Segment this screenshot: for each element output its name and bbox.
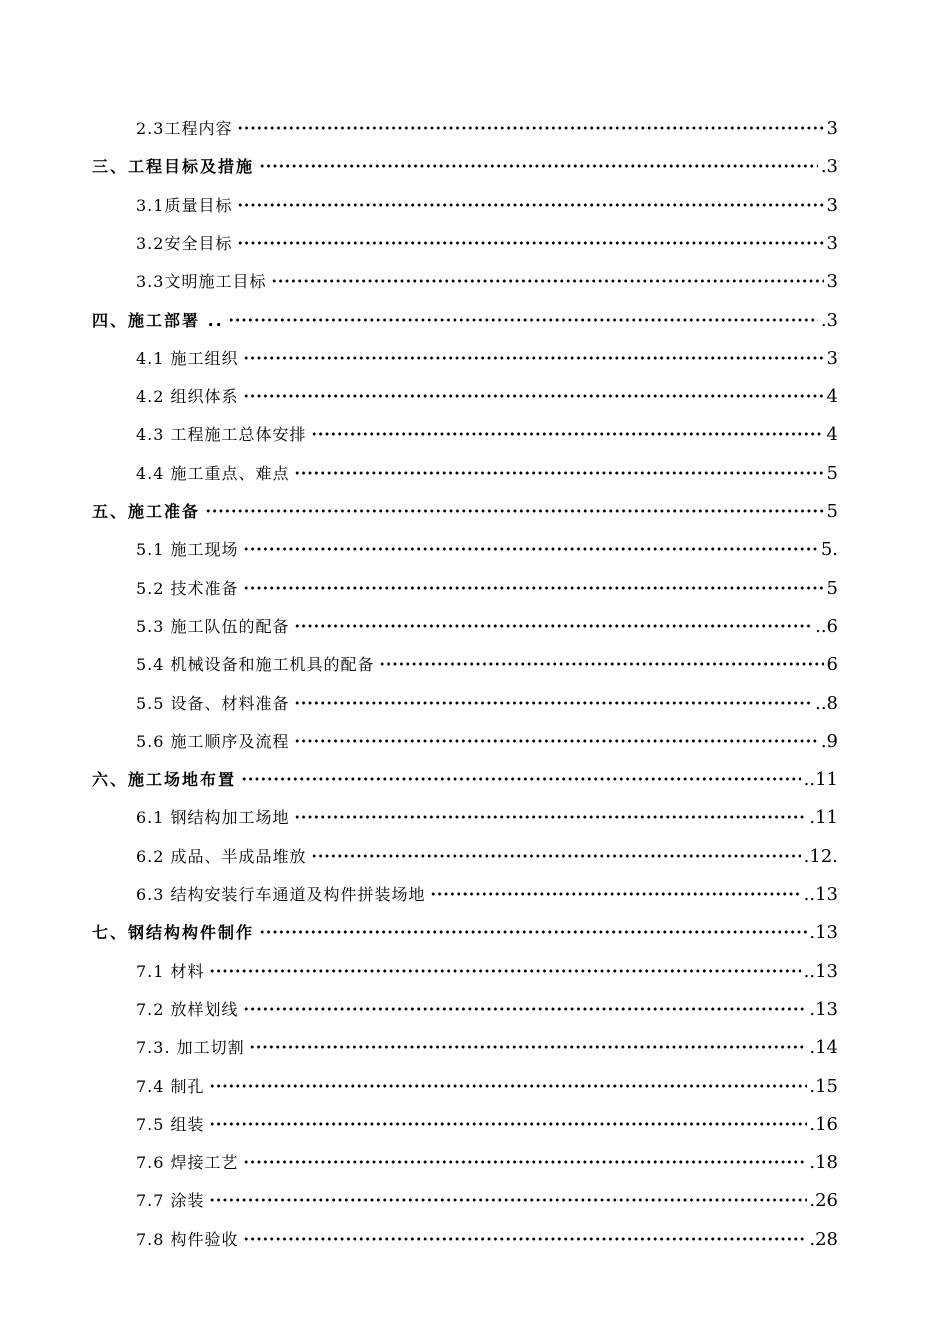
toc-section-entry[interactable]	[136, 648, 838, 682]
dot-leader	[243, 356, 824, 360]
dot-leader	[430, 892, 801, 896]
toc-section-entry[interactable]	[136, 227, 838, 261]
dot-leader	[249, 1045, 807, 1049]
toc-entry-page-number: 3	[826, 118, 838, 139]
toc-entry-page-number: .11	[809, 807, 838, 829]
toc-entry-page-number: ..13	[803, 884, 838, 905]
toc-chapter-entry[interactable]	[92, 304, 838, 338]
toc-entry-label: 三、工程目标及措施	[92, 157, 255, 177]
toc-section-entry[interactable]	[136, 1070, 838, 1104]
dot-leader	[243, 1007, 807, 1011]
dot-leader	[237, 203, 824, 207]
toc-entry-page-number: .15	[809, 1075, 838, 1097]
toc-entry-label: 3.1质量目标	[136, 195, 233, 215]
toc-entry-page-number: .26	[809, 1190, 838, 1212]
toc-entry-label: 5.3 施工队伍的配备	[136, 616, 290, 636]
toc-entry-label: 6.2 成品、半成品堆放	[136, 846, 307, 866]
dot-leader	[209, 1084, 807, 1088]
toc-entry-label: 五、施工准备	[92, 502, 201, 521]
dot-leader	[243, 394, 824, 398]
toc-entry-label: 4.1 施工组织	[136, 348, 239, 368]
toc-entry-label: 四、施工部署 ..	[92, 310, 224, 330]
toc-section-entry[interactable]	[136, 418, 838, 452]
toc-section-entry[interactable]	[136, 725, 838, 759]
toc-entry-label: 5.6 施工顺序及流程	[136, 731, 290, 751]
toc-entry-page-number: .9	[820, 730, 838, 752]
toc-chapter-entry[interactable]	[92, 763, 838, 797]
toc-entry-label: 7.6 焊接工艺	[136, 1153, 239, 1173]
toc-section-entry[interactable]	[136, 610, 838, 644]
dot-leader	[294, 815, 807, 819]
dot-leader	[311, 432, 824, 436]
toc-entry-page-number: .3	[820, 156, 838, 178]
toc-entry-label: 4.3 工程施工总体安排	[136, 425, 307, 445]
toc-entry-label: 2.3工程内容	[136, 119, 233, 138]
toc-entry-page-number: 5	[826, 577, 838, 599]
toc-section-entry[interactable]	[136, 380, 838, 414]
toc-entry-page-number: 5	[826, 501, 838, 522]
toc-entry-page-number: 3	[826, 347, 838, 369]
dot-leader	[205, 509, 824, 513]
toc-entry-label: 6.3 结构安装行车通道及构件拼装场地	[136, 885, 426, 904]
dot-leader	[259, 164, 818, 168]
toc-entry-page-number: .18	[809, 1152, 838, 1174]
toc-entry-label: 7.7 涂装	[136, 1191, 205, 1211]
dot-leader	[294, 624, 813, 628]
toc-entry-page-number: .28	[809, 1228, 838, 1250]
toc-entry-label: 4.4 施工重点、难点	[136, 463, 290, 483]
toc-entry-page-number: ..6	[815, 615, 838, 637]
dot-leader	[237, 126, 824, 130]
toc-entry-label: 5.4 机械设备和施工机具的配备	[136, 655, 375, 675]
toc-section-entry[interactable]	[136, 1108, 838, 1142]
toc-section-entry[interactable]	[136, 1146, 838, 1180]
dot-leader	[228, 318, 818, 322]
dot-leader	[259, 930, 807, 934]
toc-entry-label: 七、钢结构构件制作	[92, 923, 255, 943]
dot-leader	[243, 1160, 807, 1164]
toc-entry-label: 7.2 放样划线	[136, 999, 239, 1019]
toc-section-entry[interactable]	[136, 801, 838, 835]
toc-entry-page-number: 6	[826, 654, 838, 676]
dot-leader	[379, 662, 824, 666]
toc-entry-page-number: 3	[826, 271, 838, 293]
toc-chapter-entry[interactable]	[92, 916, 838, 950]
dot-leader	[237, 241, 824, 245]
toc-entry-page-number: ..11	[803, 769, 838, 791]
toc-chapter-entry[interactable]	[92, 150, 838, 184]
toc-entry-label: 7.1 材料	[136, 961, 205, 981]
dot-leader	[209, 969, 801, 973]
toc-section-entry[interactable]	[136, 342, 838, 376]
dot-leader	[243, 586, 824, 590]
toc-entry-label: 7.3. 加工切割	[136, 1038, 245, 1058]
dot-leader	[271, 279, 824, 283]
toc-entry-label: 5.1 施工现场	[136, 540, 239, 560]
toc-entry-label: 7.5 组装	[136, 1114, 205, 1134]
toc-section-entry[interactable]	[136, 533, 838, 567]
dot-leader	[209, 1122, 807, 1126]
toc-section-entry[interactable]	[136, 265, 838, 299]
toc-section-entry[interactable]	[136, 993, 838, 1027]
toc-entry-page-number: 5	[826, 462, 838, 484]
toc-section-entry[interactable]	[136, 1184, 838, 1218]
toc-section-entry[interactable]	[136, 878, 838, 912]
toc-entry-page-number: .13	[809, 998, 838, 1020]
toc-chapter-entry[interactable]	[92, 495, 838, 529]
toc-entry-label: 六、施工场地布置	[92, 770, 237, 790]
toc-entry-page-number: ..8	[815, 692, 838, 714]
dot-leader	[294, 701, 813, 705]
toc-entry-page-number: .16	[809, 1113, 838, 1135]
toc-section-entry[interactable]	[136, 687, 838, 721]
toc-entry-page-number: ..13	[803, 960, 838, 982]
toc-entry-label: 6.1 钢结构加工场地	[136, 808, 290, 828]
toc-entry-label: 7.8 构件验收	[136, 1229, 239, 1249]
toc-entry-page-number: 4	[826, 424, 838, 446]
toc-entry-label: 3.3文明施工目标	[136, 272, 267, 292]
toc-entry-page-number: .13	[809, 922, 838, 944]
toc-entry-page-number: .14	[809, 1037, 838, 1059]
toc-entry-label: 7.4 制孔	[136, 1076, 205, 1096]
toc-entry-page-number: 3	[826, 194, 838, 216]
toc-entry-page-number: 5.	[820, 539, 838, 561]
toc-section-entry[interactable]	[136, 457, 838, 491]
dot-leader	[243, 1237, 807, 1241]
toc-entry-page-number: 4	[826, 386, 838, 408]
toc-section-entry[interactable]	[136, 840, 838, 874]
toc-section-entry[interactable]	[136, 189, 838, 223]
toc-entry-page-number: .12.	[803, 845, 838, 867]
toc-entry-label: 5.2 技术准备	[136, 578, 239, 598]
toc-section-entry[interactable]	[136, 1031, 838, 1065]
toc-entry-page-number: 3	[826, 232, 838, 254]
dot-leader	[243, 547, 818, 551]
toc-entry-label: 4.2 组织体系	[136, 387, 239, 407]
toc-section-entry[interactable]	[136, 572, 838, 606]
dot-leader	[209, 1198, 807, 1202]
toc-entry-label: 5.5 设备、材料准备	[136, 693, 290, 713]
dot-leader	[311, 854, 801, 858]
toc-section-entry[interactable]	[136, 1223, 838, 1257]
dot-leader	[294, 739, 818, 743]
toc-entry-page-number: .3	[820, 309, 838, 331]
toc-section-entry[interactable]	[136, 112, 838, 146]
toc-entry-label: 3.2安全目标	[136, 233, 233, 253]
dot-leader	[294, 471, 824, 475]
toc-section-entry[interactable]	[136, 955, 838, 989]
dot-leader	[241, 777, 801, 781]
